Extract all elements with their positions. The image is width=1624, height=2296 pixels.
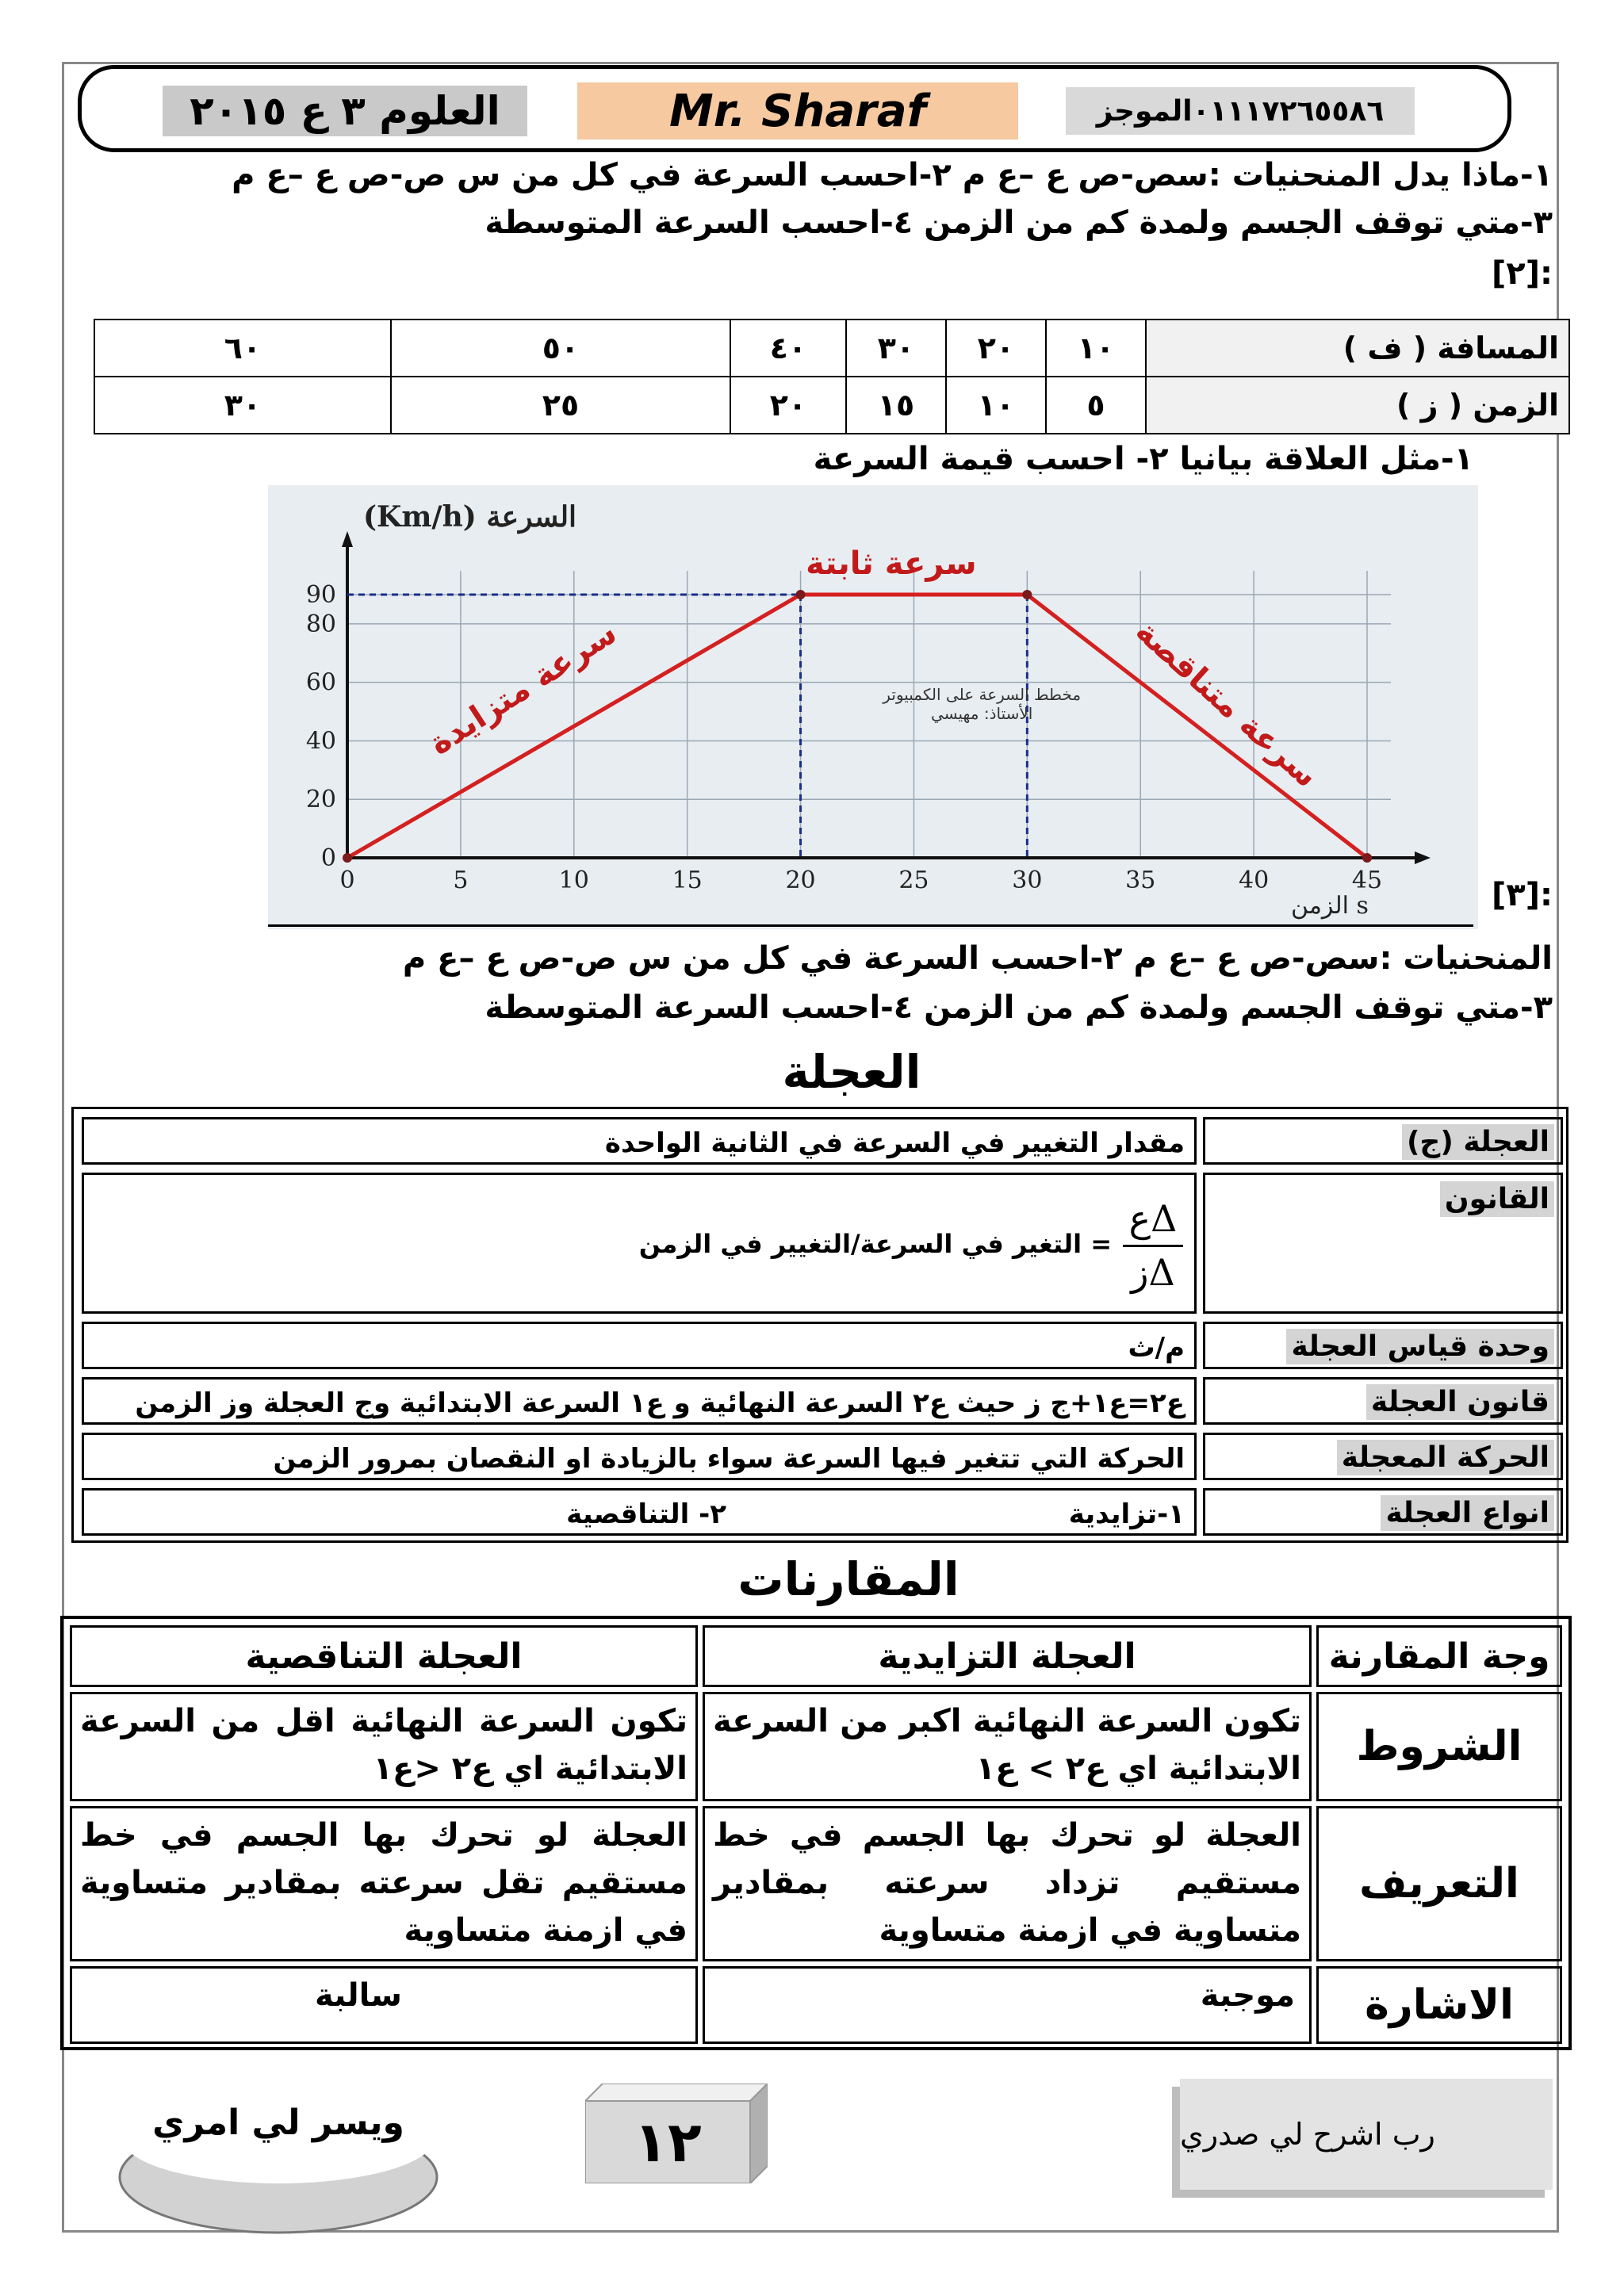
x-tick-label: 25 xyxy=(898,867,929,894)
acc-label-motion xyxy=(1203,1433,1563,1480)
acc-value-equation: ع٢=ع١+ج ز حيث ع٢ السرعة النهائية و ع١ السرعة الابتدائية وج العجلة وز الزمن xyxy=(82,1377,1197,1425)
table-cell: ٢٥ xyxy=(391,377,730,434)
acc-label-text: القانون xyxy=(1440,1181,1554,1217)
footer-prayer-left-box xyxy=(116,2091,441,2234)
cmp-cell-increasing: موجبة xyxy=(703,1966,1312,2044)
acc-value-law xyxy=(82,1173,1197,1314)
y-axis-arrow xyxy=(342,531,353,547)
acc-label-equation xyxy=(1203,1377,1563,1425)
y-tick-label: 40 xyxy=(305,727,336,756)
cmp-cell-increasing: العجلة لو تحرك بها الجسم في خط مستقيم تزداد سرعته بمقادير متساوية في ازمنة متساوية xyxy=(703,1806,1312,1961)
header-contact: ٠١١١٧٢٦٥٥٨٦الموجز xyxy=(1066,87,1415,135)
acc-label-text: وحدة قياس العجلة xyxy=(1286,1329,1554,1364)
table-cell: ٢٠ xyxy=(730,377,846,434)
acc-label-def xyxy=(1203,1117,1563,1165)
annotation-caption: مخطط السرعة على الكمبيوتر xyxy=(883,684,1082,704)
header-title: العلوم ٣ ع ٢٠١٥ xyxy=(163,86,527,136)
x-axis-label: الزمن s xyxy=(1291,892,1369,920)
velocity-time-chart xyxy=(268,485,1478,929)
acc-label-law xyxy=(1203,1173,1563,1314)
acc-type-increasing: ١-تزايدية xyxy=(1068,1498,1185,1530)
formula-denominator: Δز xyxy=(1131,1251,1175,1294)
x-tick-label: 30 xyxy=(1012,867,1043,894)
x-tick-label: 15 xyxy=(672,867,703,894)
question-line-4: المنحنيات :سص-ص ع –ع م ٢-احسب السرعة في كل من س ص-ص ع –ع م xyxy=(402,940,1553,977)
question-line-5: ٣-متي توقف الجسم ولمدة كم من الزمن ٤-احسب السرعة المتوسطة xyxy=(485,989,1553,1026)
x-tick-label: 5 xyxy=(453,867,469,894)
cmp-row-sign: الاشارة xyxy=(1316,1966,1562,2044)
acc-label-text: قانون العجلة xyxy=(1366,1384,1554,1420)
acc-value-types xyxy=(82,1488,1197,1536)
annotation-increasing: سرعة متزايدة xyxy=(423,614,623,763)
y-axis-label: (Km/h) السرعة xyxy=(363,500,577,534)
footer-prayer-right: رب اشرح لي صدري xyxy=(1180,2079,1553,2190)
formula-numerator: Δع xyxy=(1128,1197,1178,1240)
row-label: الزمن ( ز ) xyxy=(1146,377,1569,434)
acc-label-text: العجلة (ج) xyxy=(1402,1124,1554,1160)
formula-text: = التغير في السرعة/التغيير في الزمن xyxy=(638,1229,1112,1259)
data-point xyxy=(1362,853,1372,863)
acc-value-def: مقدار التغيير في السرعة في الثانية الواحدة xyxy=(82,1117,1197,1165)
page-number: ١٢ xyxy=(634,2110,702,2175)
footer-prayer-left: ويسر لي امري xyxy=(152,2103,404,2143)
question-line-3: ١-مثل العلاقة بيانيا ٢- احسب قيمة السرعة xyxy=(813,441,1473,477)
data-point xyxy=(1022,590,1032,599)
acc-type-decreasing: ٢- التناقصية xyxy=(566,1498,726,1530)
y-tick-label: 80 xyxy=(305,610,336,638)
cmp-header-increasing: العجلة التزايدية xyxy=(703,1625,1312,1687)
cmp-header-decreasing: العجلة التناقصية xyxy=(70,1625,698,1687)
table-cell: ٣٠ xyxy=(94,377,391,434)
acc-value-unit: م/ث xyxy=(82,1322,1197,1369)
chart-plot-area xyxy=(306,531,1431,894)
table-cell: ١٠ xyxy=(1046,320,1146,377)
acceleration-table xyxy=(71,1107,1568,1543)
acc-label-types xyxy=(1203,1488,1563,1536)
x-tick-label: 20 xyxy=(785,867,816,894)
x-tick-label: 40 xyxy=(1239,867,1270,894)
comparison-table xyxy=(60,1616,1572,2050)
table-row xyxy=(94,377,1569,434)
y-tick-label: 20 xyxy=(305,786,336,814)
data-point xyxy=(796,590,806,599)
annotation-decreasing: سرعة متناقصة xyxy=(1128,613,1325,795)
formula-fraction-bar xyxy=(1123,1245,1183,1247)
acc-label-text: انواع العجلة xyxy=(1381,1495,1554,1531)
table-cell: ١٠ xyxy=(946,377,1046,434)
acc-value-motion: الحركة التي تتغير فيها السرعة سواء بالزيادة او النقصان بمرور الزمن xyxy=(82,1433,1197,1480)
annotation-constant: سرعة ثابتة xyxy=(806,545,977,582)
table-cell: ٦٠ xyxy=(94,320,391,377)
table-cell: ٣٠ xyxy=(846,320,946,377)
y-tick-label: 90 xyxy=(305,581,336,609)
header-author: Mr. Sharaf xyxy=(577,82,1018,140)
acc-label-unit xyxy=(1203,1322,1563,1369)
x-axis-arrow xyxy=(1415,851,1431,864)
cmp-cell-decreasing: تكون السرعة النهائية اقل من السرعة الابتدائية اي ع٢ <ع١ xyxy=(70,1692,698,1801)
cmp-header-aspect: وجة المقارنة xyxy=(1316,1625,1562,1687)
table-row xyxy=(94,320,1569,377)
cmp-row-conditions: الشروط xyxy=(1316,1692,1562,1801)
acceleration-title: العجلة xyxy=(782,1045,921,1099)
cmp-cell-decreasing: سالبة xyxy=(70,1966,698,2044)
question-marker-3: :[٣] xyxy=(1492,877,1553,913)
table-cell: ٤٠ xyxy=(730,320,846,377)
table-cell: ٥٠ xyxy=(391,320,730,377)
x-tick-label: 10 xyxy=(558,867,589,894)
data-point xyxy=(343,853,352,863)
question-line-2: ٣-متي توقف الجسم ولمدة كم من الزمن ٤-احسب السرعة المتوسطة xyxy=(485,205,1553,241)
acc-label-text: الحركة المعجلة xyxy=(1337,1440,1554,1475)
distance-time-table xyxy=(94,319,1570,434)
chart-svg xyxy=(268,485,1478,929)
page-number-box xyxy=(585,2084,768,2183)
table-cell: ٢٠ xyxy=(946,320,1046,377)
question-line-1: ١-ماذا يدل المنحنيات :سص-ص ع –ع م ٢-احسب السرعة في كل من س ص-ص ع –ع م xyxy=(232,157,1553,193)
annotation-author: الأستاذ: مهيسي xyxy=(931,703,1033,723)
chart-underline xyxy=(268,924,1473,927)
x-tick-label: 45 xyxy=(1351,867,1383,894)
y-tick-label: 0 xyxy=(320,844,336,872)
x-tick-label: 35 xyxy=(1125,867,1156,894)
question-marker-2: :[٢] xyxy=(1492,255,1553,292)
comparisons-title: المقارنات xyxy=(737,1552,959,1606)
y-tick-label: 60 xyxy=(305,668,336,697)
table-cell: ١٥ xyxy=(846,377,946,434)
cmp-cell-decreasing: العجلة لو تحرك بها الجسم في خط مستقيم تقل سرعته بمقادير متساوية في ازمنة متساوية xyxy=(70,1806,698,1961)
cmp-cell-increasing: تكون السرعة النهائية اكبر من السرعة الابتدائية اي ع٢ > ع١ xyxy=(703,1692,1312,1801)
cmp-row-definition: التعريف xyxy=(1316,1806,1562,1961)
table-cell: ٥ xyxy=(1046,377,1146,434)
series-line xyxy=(347,595,1367,858)
x-tick-label: 0 xyxy=(339,867,355,894)
row-label: المسافة ( ف ) xyxy=(1146,320,1569,377)
